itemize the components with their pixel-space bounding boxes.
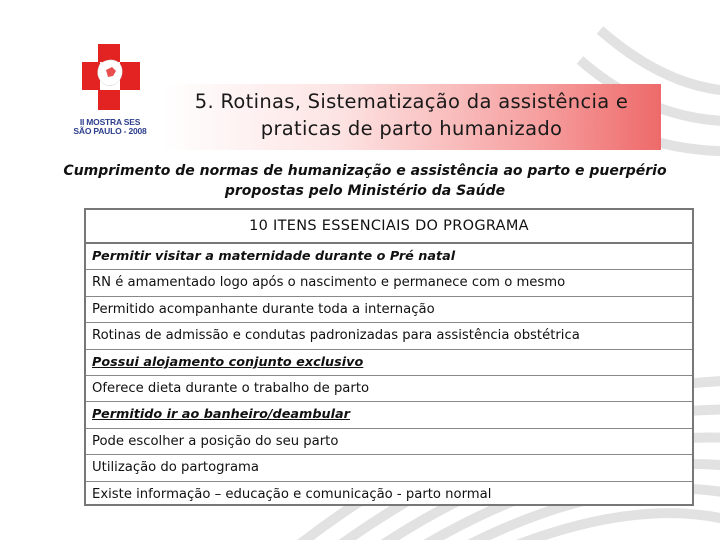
items-table <box>84 208 694 506</box>
page-title <box>162 88 661 142</box>
table-row: Utilização do partograma <box>86 455 692 481</box>
subtitle <box>20 161 710 201</box>
logo-caption-line1: II MOSTRA SES <box>79 117 141 127</box>
table-row: Rotinas de admissão e condutas padronizadas para assistência obstétrica <box>86 323 692 349</box>
title-line1: 5. Rotinas, Sistematização da assistência e <box>194 90 629 113</box>
table-row: Possui alojamento conjunto exclusivo <box>86 350 692 376</box>
table-row: RN é amamentado logo após o nascimento e permanece com o mesmo <box>86 270 692 296</box>
logo <box>58 40 162 140</box>
table-header: 10 ITENS ESSENCIAIS DO PROGRAMA <box>86 210 692 244</box>
red-cross-logo-icon <box>58 40 162 118</box>
title-band <box>162 84 661 150</box>
table-row: Permitido acompanhante durante toda a internação <box>86 297 692 323</box>
subtitle-line2: propostas pelo Ministério da Saúde <box>224 183 506 199</box>
table-row: Permitir visitar a maternidade durante o Pré natal <box>86 244 692 270</box>
table-row: Existe informação – educação e comunicação - parto normal <box>92 486 492 502</box>
subtitle-line1: Cumprimento de normas de humanização e assistência ao parto e puerpério <box>63 163 667 179</box>
logo-caption-line2: SÃO PAULO - 2008 <box>73 126 147 136</box>
title-line2: praticas de parto humanizado <box>260 117 563 140</box>
table-row: Permitido ir ao banheiro/deambular <box>86 402 692 428</box>
table-row: Oferece dieta durante o trabalho de parto <box>86 376 692 402</box>
table-row: Pode escolher a posição do seu parto <box>86 429 692 455</box>
